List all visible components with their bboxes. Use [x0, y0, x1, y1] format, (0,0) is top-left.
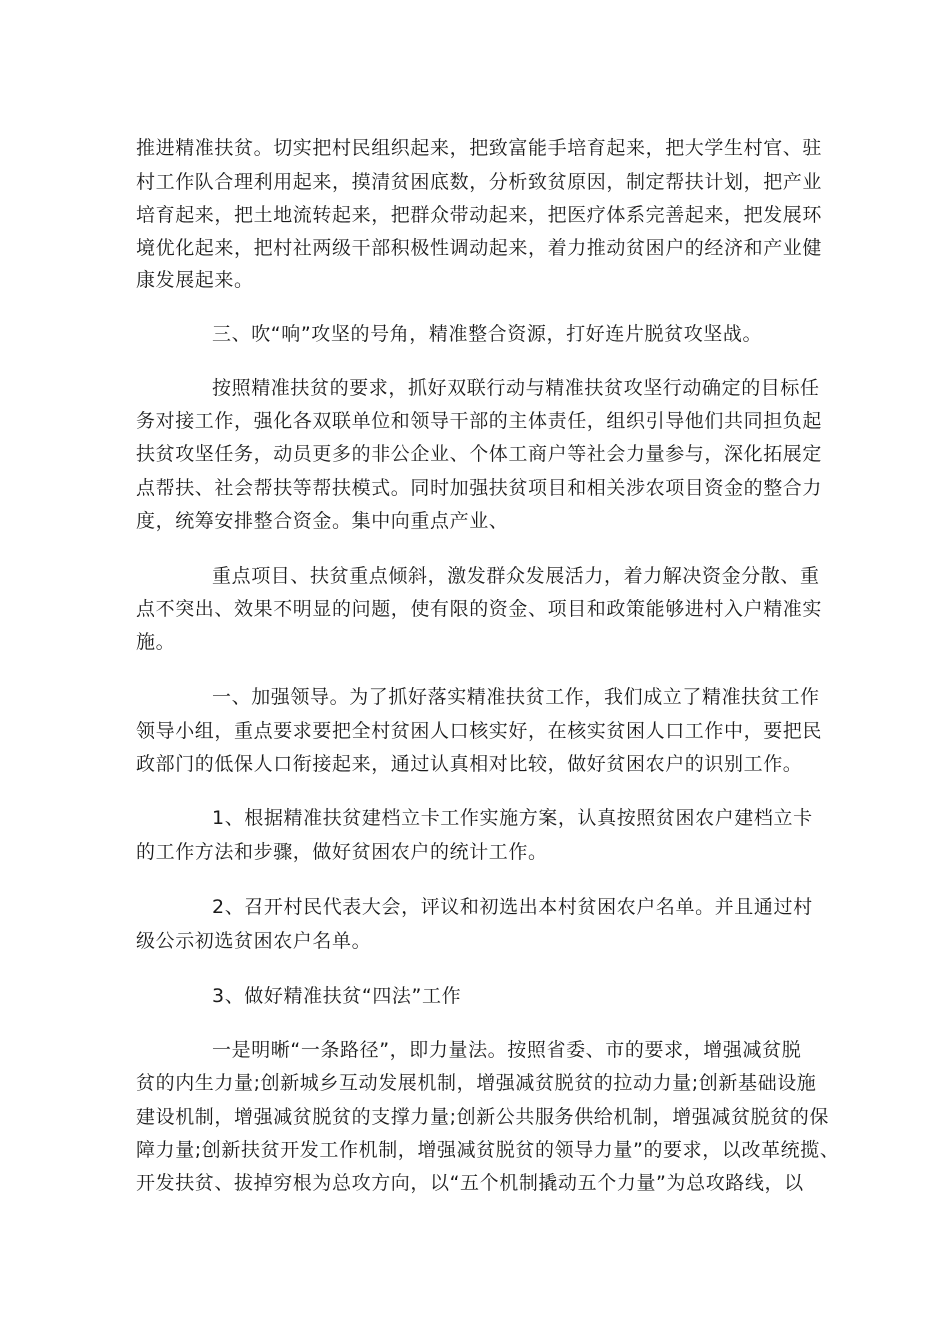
- text-line: 领导小组，重点要求要把全村贫困人口核实好，在核实贫困人口工作中，要把民: [136, 720, 823, 742]
- text-line: 点帮扶、社会帮扶等帮扶模式。同时加强扶贫项目和相关涉农项目资金的整合力: [136, 477, 823, 499]
- text-line: 贫的内生力量;创新城乡互动发展机制，增强减贫脱贫的拉动力量;创新基础设施: [136, 1072, 817, 1094]
- text-line: 务对接工作，强化各双联单位和领导干部的主体责任，组织引导他们共同担负起: [136, 410, 823, 432]
- list-item-line: 级公示初选贫困农户名单。: [136, 930, 372, 952]
- text-line: 康发展起来。: [136, 269, 254, 291]
- text-line: 施。: [136, 631, 176, 653]
- list-item-line: 3、做好精准扶贫“四法”工作: [212, 985, 462, 1007]
- text-line: 建设机制，增强减贫脱贫的支撑力量;创新公共服务供给机制，增强减贫脱贫的保: [136, 1106, 830, 1128]
- text-line: 重点项目、扶贫重点倾斜，激发群众发展活力，着力解决资金分散、重: [212, 565, 820, 587]
- list-item-line: 1、根据精准扶贫建档立卡工作实施方案，认真按照贫困农户建档立卡: [212, 807, 813, 829]
- text-line: 培育起来，把土地流转起来，把群众带动起来，把医疗体系完善起来，把发展环: [136, 204, 823, 226]
- section-heading: 三、吹“响”攻坚的号角，精准整合资源，打好连片脱贫攻坚战。: [212, 323, 763, 345]
- text-line: 村工作队合理利用起来，摸清贫困底数，分析致贫原因，制定帮扶计划，把产业: [136, 171, 823, 193]
- list-item-line: 2、召开村民代表大会，评议和初选出本村贫困农户名单。并且通过村: [212, 896, 813, 918]
- text-line: 障力量;创新扶贫开发工作机制，增强减贫脱贫的领导力量”的要求，以改革统揽、: [136, 1139, 840, 1161]
- text-line: 政部门的低保人口衔接起来，通过认真相对比较，做好贫困农户的识别工作。: [136, 753, 803, 775]
- text-line: 境优化起来，把村社两级干部积极性调动起来，着力推动贫困户的经济和产业健: [136, 237, 823, 259]
- text-line: 扶贫攻坚任务，动员更多的非公企业、个体工商户等社会力量参与，深化拓展定: [136, 443, 823, 465]
- text-line: 按照精准扶贫的要求，抓好双联行动与精准扶贫攻坚行动确定的目标任: [212, 377, 820, 399]
- list-item-line: 的工作方法和步骤，做好贫困农户的统计工作。: [136, 841, 548, 863]
- text-line: 推进精准扶贫。切实把村民组织起来，把致富能手培育起来，把大学生村官、驻: [136, 137, 823, 159]
- text-line: 点不突出、效果不明显的问题，使有限的资金、项目和政策能够进村入户精准实: [136, 598, 823, 620]
- text-line: 一是明晰“一条路径”，即力量法。按照省委、市的要求，增强减贫脱: [212, 1039, 802, 1061]
- text-line: 开发扶贫、拔掉穷根为总攻方向，以“五个机制撬动五个力量”为总攻路线，以: [136, 1172, 804, 1194]
- text-line: 一、加强领导。为了抓好落实精准扶贫工作，我们成立了精准扶贫工作: [212, 686, 820, 708]
- text-line: 度，统筹安排整合资金。集中向重点产业、: [136, 510, 509, 532]
